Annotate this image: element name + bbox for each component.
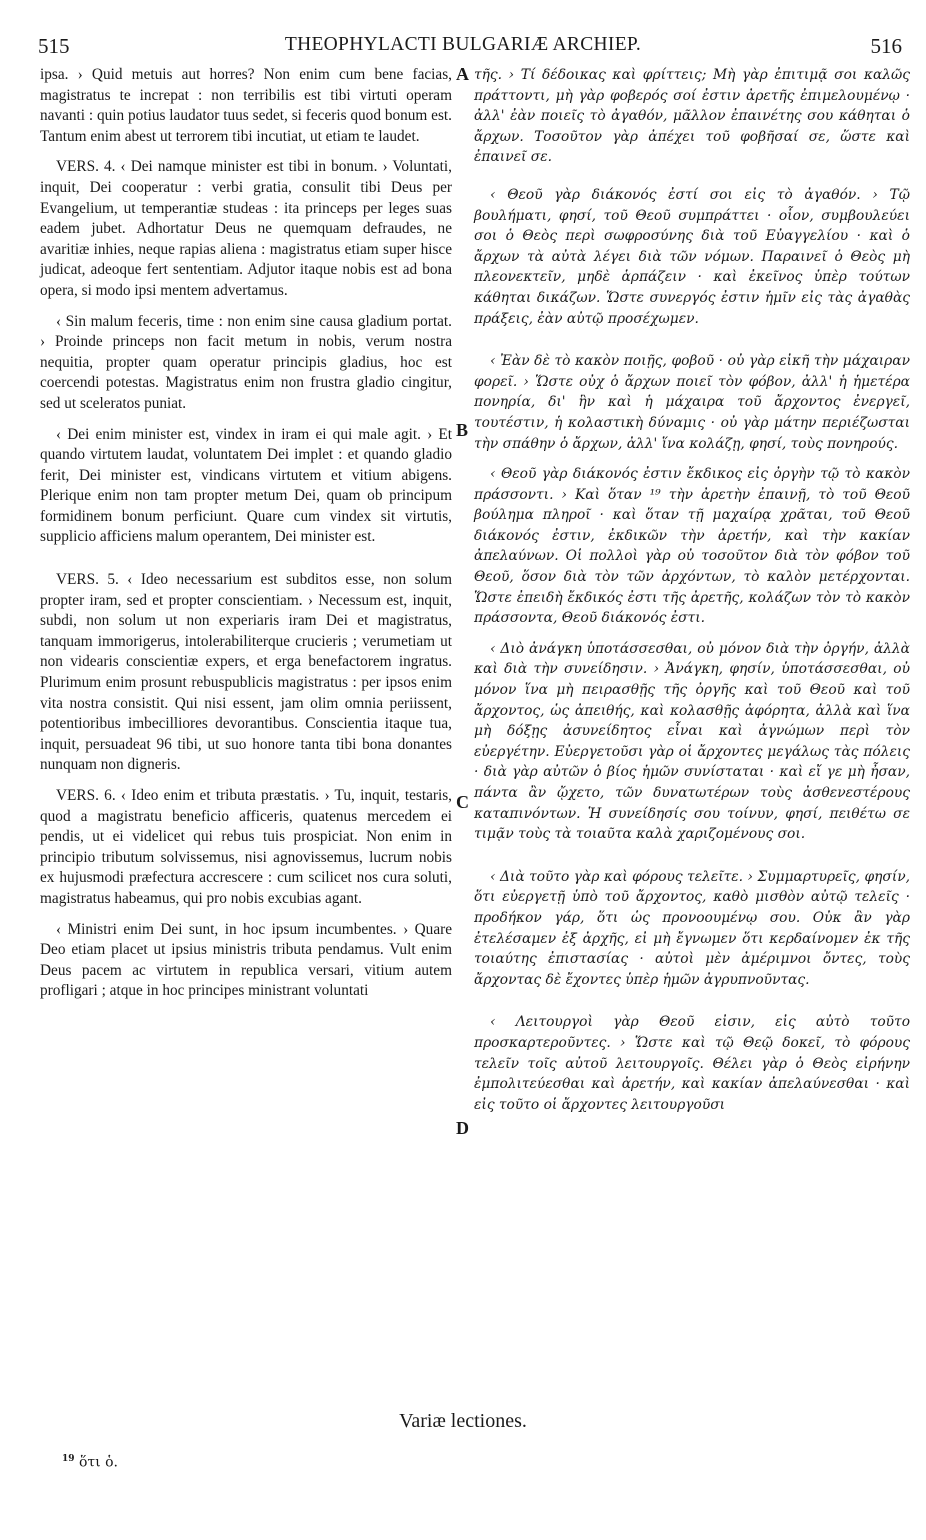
page-header: [0, 0, 926, 62]
latin-paragraph: ‹ Sin malum feceris, time : non enim sine causa gladium portat. › Proinde princeps non facit metum in nobis, verum nostra nequitia, propter quam operatur principis gladius, hoc est coercendi potestas. Magistratus enim non frustra gladio cingitur, sed ut sceleratos puniat.: [40, 312, 452, 412]
margin-marker-d: D: [456, 1118, 469, 1138]
latin-paragraph: ‹ Ministri enim Dei sunt, in hoc ipsum incumbentes. › Quare Deo etiam placet ut ipsius ministris tributa pendamus. Vult enim Deus pacem ac virtutem in republica versari, vitium autem profligari ; atque in hoc principes ministrant voluntati: [40, 920, 452, 1000]
greek-paragraph: ‹ Θεοῦ γὰρ διάκονός ἐστί σοι εἰς τὸ ἀγαθόν. › Τῷ βουλήματι, φησί, τοῦ Θεοῦ συμπράττει · οἷον, συμβουλεύει σοι ὁ Θεὸς περὶ σωφροσύνης διὰ τοῦ Εὐαγγελίου · καὶ ὁ ἄρχων τὰ αὐτὰ λέγει διὰ τῶν νόμων. Παραινεῖ ὁ Θεὸς μὴ πλεονεκτεῖν, μηδὲ ἁρπάζειν · καὶ ἐκεῖνος ὑπὲρ τούτων κάθηται δικάζων. Ὥστε συνεργός ἐστιν ἡμῖν εἰς τὰς ἀγαθὰς πράξεις, ἐὰν αὐτῷ προσέχωμεν.: [474, 186, 910, 327]
margin-marker-b: B: [456, 420, 469, 440]
page-number-left: 515: [38, 34, 70, 58]
margin-marker-c: C: [456, 792, 469, 812]
variae-lectiones-heading: Variæ lectiones.: [399, 1410, 527, 1432]
greek-paragraph: ‹ Ἐὰν δὲ τὸ κακὸν ποιῇς, φοβοῦ · οὐ γὰρ εἰκῆ τὴν μάχαιραν φορεῖ. › Ὥστε οὐχ ὁ ἄρχων ποιεῖ τὸν φόβον, ἀλλ' ἡ ἡμετέρα πονηρία, δι' ἣν καὶ ἡ μάχαιρα τοῦ ἄρχοντος ἐνεργεῖ, τουτέστιν, ἡ κολαστικὴ δύναμις · οὐ γὰρ μάτην περιέζωσται τὴν σπάθην ὁ ἄρχων, ἀλλ' ἵνα κολάζῃ, φησί, τοὺς πονηρούς.: [474, 353, 910, 452]
latin-paragraph: ipsa. › Quid metuis aut horres? Non enim cum bene facias, magistratus te increpat : non terribilis est tibi virtuti operam navanti : quin potius laudator tuus sedet, si feceris quod bonum est. Tantum enim abest ut terrorem tibi incutiat, ut etiam te laudet.: [40, 66, 452, 145]
latin-column: [40, 65, 452, 1401]
greek-paragraph: ‹ Λειτουργοὶ γὰρ Θεοῦ εἰσιν, εἰς αὐτὸ τοῦτο προσκαρτεροῦντες. › Ὥστε καὶ τῷ Θεῷ δοκεῖ, τὸ φόρους τελεῖν τοῖς αὐτοῦ λειτουργοῖς. Θέλει γὰρ ὁ Θεὸς εἰρήνην ἐμπολιτεύεσθαι καὶ ἀρετήν, καὶ κακίαν ἀπελαύνεσθαι · καὶ εἰς τοῦτο οἱ ἄρχοντες λειτουργοῦσι: [474, 1014, 910, 1113]
latin-paragraph: VERS. 6. ‹ Ideo enim et tributa præstatis. › Tu, inquit, testaris, quod a magistratu beneficio afficeris, quatenus mercedem ei pendis, ut ei videlicet qui rebus tuis prospiciat. Non enim in principio tributum solvissemus, nisi agnovissemus, lucrum nobis ex hujusmodi præfectura accrescere : cum scilicet nos cura soluti, magistratus habeamus, qui pro nobis excubias agant.: [40, 787, 452, 907]
page-number-right: 516: [870, 34, 902, 58]
greek-paragraph: τῆς. › Τί δέδοικας καὶ φρίττεις; Μὴ γὰρ ἐπιτιμᾷ σοι καλῶς πράττοντι, μὴ γὰρ φοβερός σοί ἐστιν ἀρετῆς ἐπιμελουμένῳ · ἀλλ' ἐὰν ποιεῖς τὸ ἀγαθόν, μᾶλλον ἐπαινέτης σου κάθηται ὁ ἄρχων. Τοσοῦτον γὰρ ἀπέχει τοῦ φοβῆσαί σε, ὥστε καὶ ἐπαινεῖ σε.: [474, 67, 910, 166]
greek-column: [474, 65, 910, 1401]
margin-marker-a: A: [456, 64, 469, 84]
greek-paragraph: ‹ Διὸ ἀνάγκη ὑποτάσσεσθαι, οὐ μόνον διὰ τὴν ὀργήν, ἀλλὰ καὶ διὰ τὴν συνείδησιν. › Ἀνάγκη, φησίν, ὑποτάσσεσθαι, οὐ μόνον ἵνα μὴ πειρασθῇς τῆς ὀργῆς καὶ τοῦ Θεοῦ καὶ τοῦ ἄρχοντος, ὡς ἀπειθής, καὶ κολασθῇς ἀφόρητα, ἀλλὰ καὶ ἵνα μὴ δόξῃς ἀσυνείδητος εἶναι καὶ ἀγνώμων περὶ τὸν εὐεργέτην. Εὐεργετοῦσι γὰρ οἱ ἄρχοντες μεγάλως τὰς πόλεις · διὰ γὰρ αὐτῶν ὁ βίος ἡμῶν συνίσταται · καὶ εἴ γε μὴ ἦσαν, πάντα ἂν ᾤχετο, τῶν δυνατωτέρων τοὺς ἀσθενεστέρους καταπινόντων. Ἡ συνείδησίς σου τοίνυν, φησί, πειθέτω σε τιμᾷν τοὺς τὰ τοιαῦτα καλὰ χαριζομένους σοι.: [474, 640, 910, 843]
greek-paragraph: ‹ Θεοῦ γὰρ διάκονός ἐστιν ἔκδικος εἰς ὀργὴν τῷ τὸ κακὸν πράσσοντι. › Καὶ ὅταν ¹⁹ τὴν ἀρετὴν ἐπαινῇ, τὸ τοῦ Θεοῦ βούλημα πληροῖ · καὶ ὅταν τῇ μαχαίρᾳ χρᾶται, τοῦ Θεοῦ διάκονός ἐστιν, ἐκδικῶν τὴν ἀρετήν, καὶ τὴν κακίαν ἀπελαύνων. Οἱ πολλοὶ γὰρ οὐ τοσοῦτον διὰ τὸν φόβον τοῦ Θεοῦ, ὅσον διὰ τὸν τῶν ἀρχόντων, τὸ καλὸν μετέρχονται. Ὥστε ἐπειδὴ ἔκδικός ἐστι τῆς ἀρετῆς, κολάζων τὸν τὸ κακὸν πράσσοντα, Θεοῦ διάκονός ἐστι.: [474, 466, 910, 627]
latin-paragraph: ‹ Dei enim minister est, vindex in iram ei qui male agit. › Et quando virtutem laudat, voluntatem Dei implet : et quando gladio ferit, Dei minister est, vindicans virtutem et vitium abigens. Plerique enim non tam propter metum Dei, quam ob principum formidinem bonum perficiunt. Quare cum vindex sit virtutis, supplicio afficiens malum operantem, Dei minister est.: [40, 425, 452, 546]
latin-paragraph: VERS. 4. ‹ Dei namque minister est tibi in bonum. › Voluntati, inquit, Dei cooperatur : verbi gratia, consulit tibi Deus per Evangelium, ut temperantiæ studeas : ita princeps per leges suas eadem jubet. Adhortatur Deus ne quemquam defraudes, ne avaritiæ inhies, neque rapias aliena : magistratus etiam super hisce judicat, adeoque fert sententiam. Adjutor itaque nobis est ad bona opera, si modo ipsi mentem advertamus.: [40, 158, 452, 299]
greek-paragraph: ‹ Διὰ τοῦτο γὰρ καὶ φόρους τελεῖτε. › Συμμαρτυρεῖς, φησίν, ὅτι εὐεργετῇ ὑπὸ τοῦ ἄρχοντος, καθὸ μισθὸν αὐτῷ τελεῖς · προδήκον γάρ, ὅτι ὡς προνοουμένῳ σου. Οὐκ ἂν γὰρ ἐτελέσαμεν ἐξ ἀρχῆς, εἰ μὴ ἔγνωμεν ὅτι κερδαίνομεν ἐκ τῆς τοιαύτης ἐπιστασίας · αὐτοὶ μὲν ἀμέριμνοι ὄντες, τοὺς ἄρχοντας δὲ ἔχοντες ὑπὲρ ἡμῶν ἀγρυπνοῦντας.: [474, 868, 910, 988]
running-title: THEOPHYLACTI BULGARIÆ ARCHIEP.: [284, 34, 642, 55]
latin-paragraph: VERS. 5. ‹ Ideo necessarium est subditos esse, non solum propter iram, sed et propter conscientiam. › Necessum est, inquit, subdi, non solum ut non experiaris iram Dei et magistratus, tanquam immorigerus, intolerabiliterque crucieris ; verumetiam ut non videaris conscientiæ expers, et erga benefactorem ingratus. Plurimum enim prosunt rebuspublicis magistratus : per ipsos enim vita nostra consistit. Qui nisi essent, jam olim omnia periissent, potentioribus imbecilliores devorantibus. Conscientia itaque tua, inquit, persuadeat 96 tibi, ut suo honore tanta tibi bona donantes nunquam non digneris.: [40, 571, 452, 774]
footnote-text: ὅτι ὁ.: [78, 1454, 118, 1471]
footnote-number: 19: [62, 1454, 75, 1464]
footnote: [62, 1454, 118, 1471]
